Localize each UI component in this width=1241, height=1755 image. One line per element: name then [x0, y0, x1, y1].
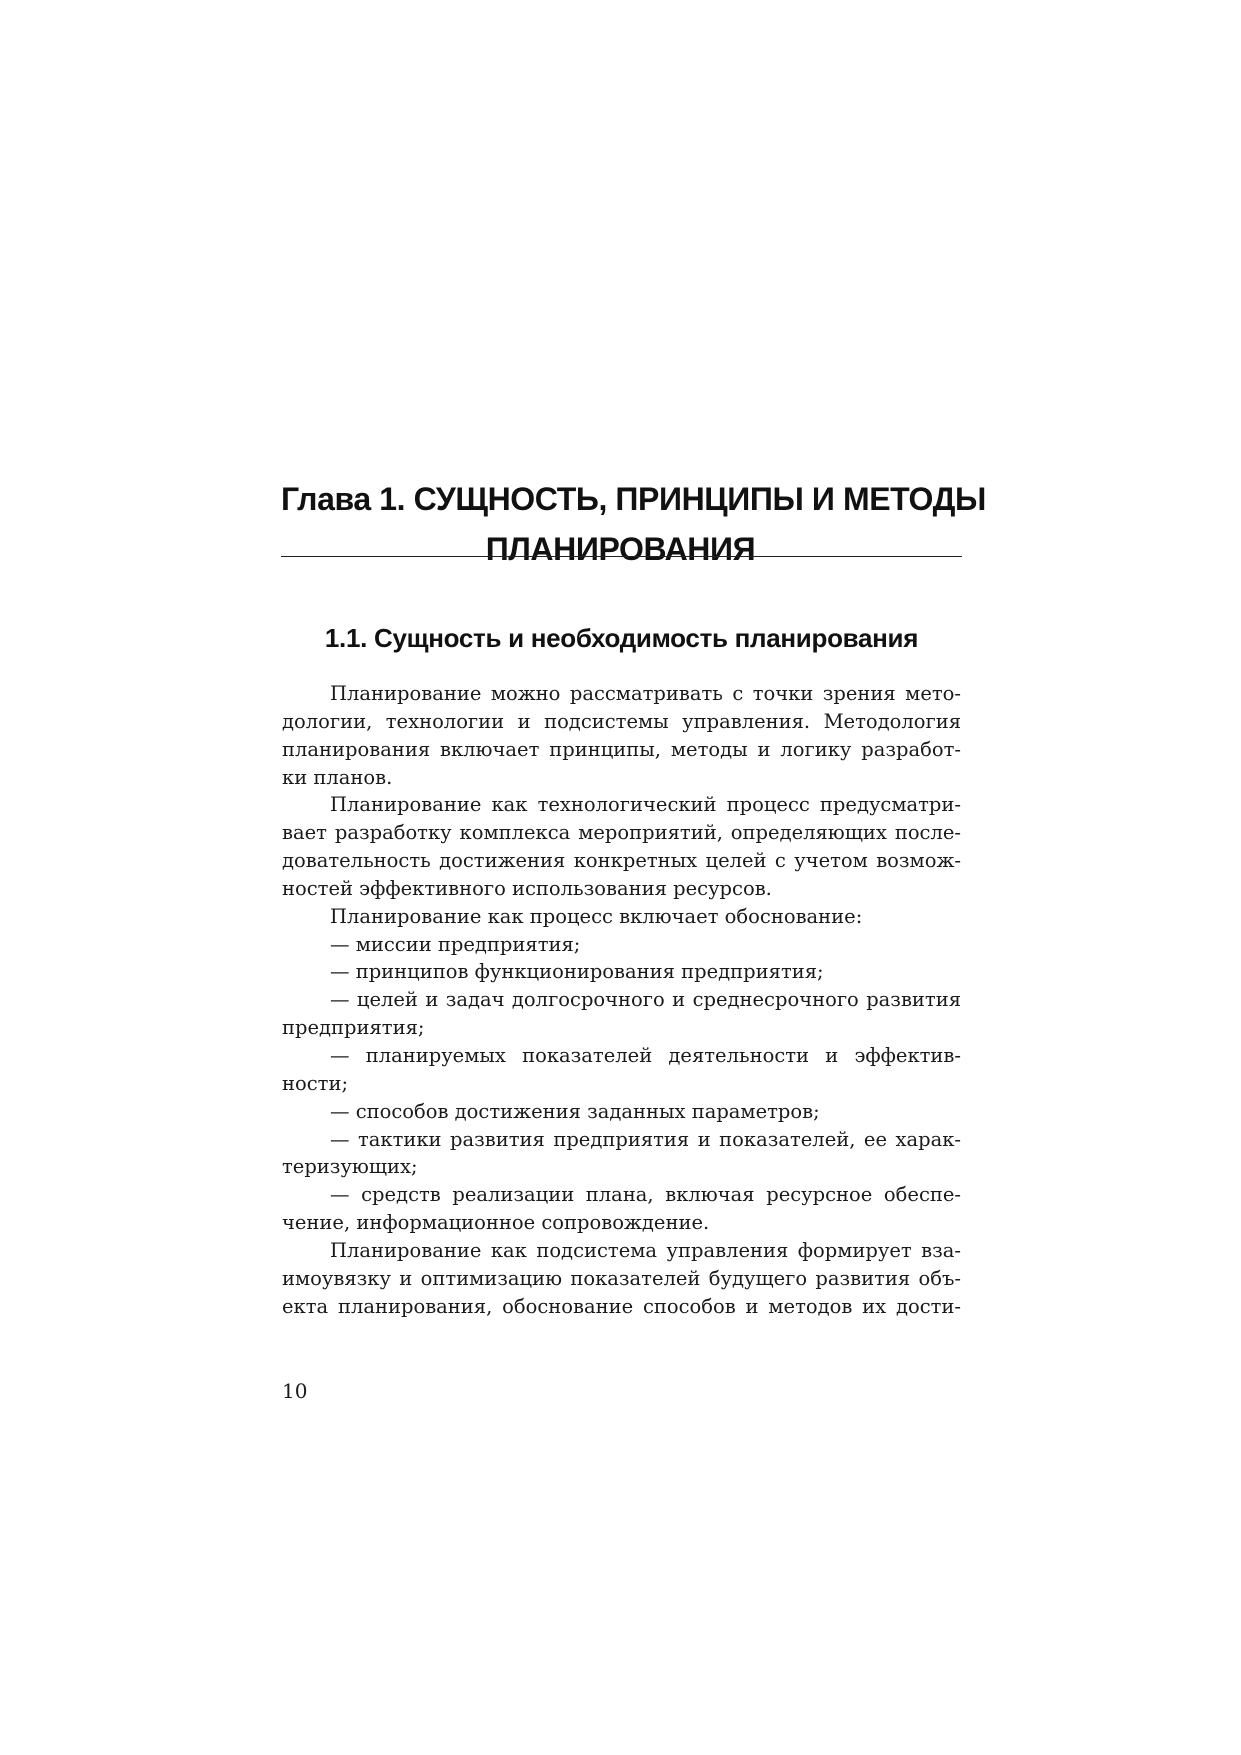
text-line: Планирование как процесс включает обоснование:	[330, 904, 863, 928]
chapter-divider	[281, 556, 962, 557]
body-text	[282, 680, 961, 1320]
text-line: ностей эффективного использования ресурсов.	[282, 876, 772, 900]
text-line: предприятия;	[282, 1016, 425, 1040]
list-item: — средств реализации плана, включая ресурсное обеспе-	[330, 1183, 961, 1207]
list-item: — тактики развития предприятия и показателей, ее харак-	[330, 1127, 961, 1151]
page-number: 10	[282, 1379, 308, 1403]
text-line: Планирование как подсистема управления формирует вза-	[330, 1238, 961, 1262]
text-line: планирования включает принципы, методы и логику разработ-	[282, 737, 961, 761]
text-line: чение, информационное сопровождение.	[282, 1211, 710, 1235]
text-line: ки планов.	[282, 765, 393, 789]
text-line: дологии, технологии и подсистемы управления. Методология	[282, 709, 961, 733]
list-item: — миссии предприятия;	[330, 932, 581, 956]
list-item: — способов достижения заданных параметров;	[330, 1099, 820, 1123]
chapter-title-line-1: Глава 1. СУЩНОСТЬ, ПРИНЦИПЫ И МЕТОДЫ	[281, 481, 986, 517]
list-item: — принципов функционирования предприятия;	[330, 960, 824, 984]
list-item: — планируемых показателей деятельности и эффектив-	[330, 1043, 961, 1067]
text-line: Планирование можно рассматривать с точки зрения мето-	[330, 682, 961, 705]
chapter-title-line-2: ПЛАНИРОВАНИЯ	[485, 531, 756, 567]
chapter-title	[281, 474, 986, 574]
text-line: Планирование как технологический процесс предусматри-	[330, 793, 961, 817]
text-line: вает разработку комплекса мероприятий, определяющих после-	[282, 821, 961, 845]
text-line: теризующих;	[282, 1155, 418, 1179]
list-item: — целей и задач долгосрочного и среднесрочного развития	[330, 988, 961, 1012]
section-title: 1.1. Сущность и необходимость планирования	[324, 623, 919, 653]
text-line: ности;	[282, 1071, 349, 1095]
text-line: екта планирования, обоснование способов и методов их дости-	[282, 1294, 961, 1318]
text-line: имоувязку и оптимизацию показателей будущего развития объ-	[282, 1266, 961, 1290]
text-line: довательность достижения конкретных целей с учетом возмож-	[282, 849, 961, 873]
